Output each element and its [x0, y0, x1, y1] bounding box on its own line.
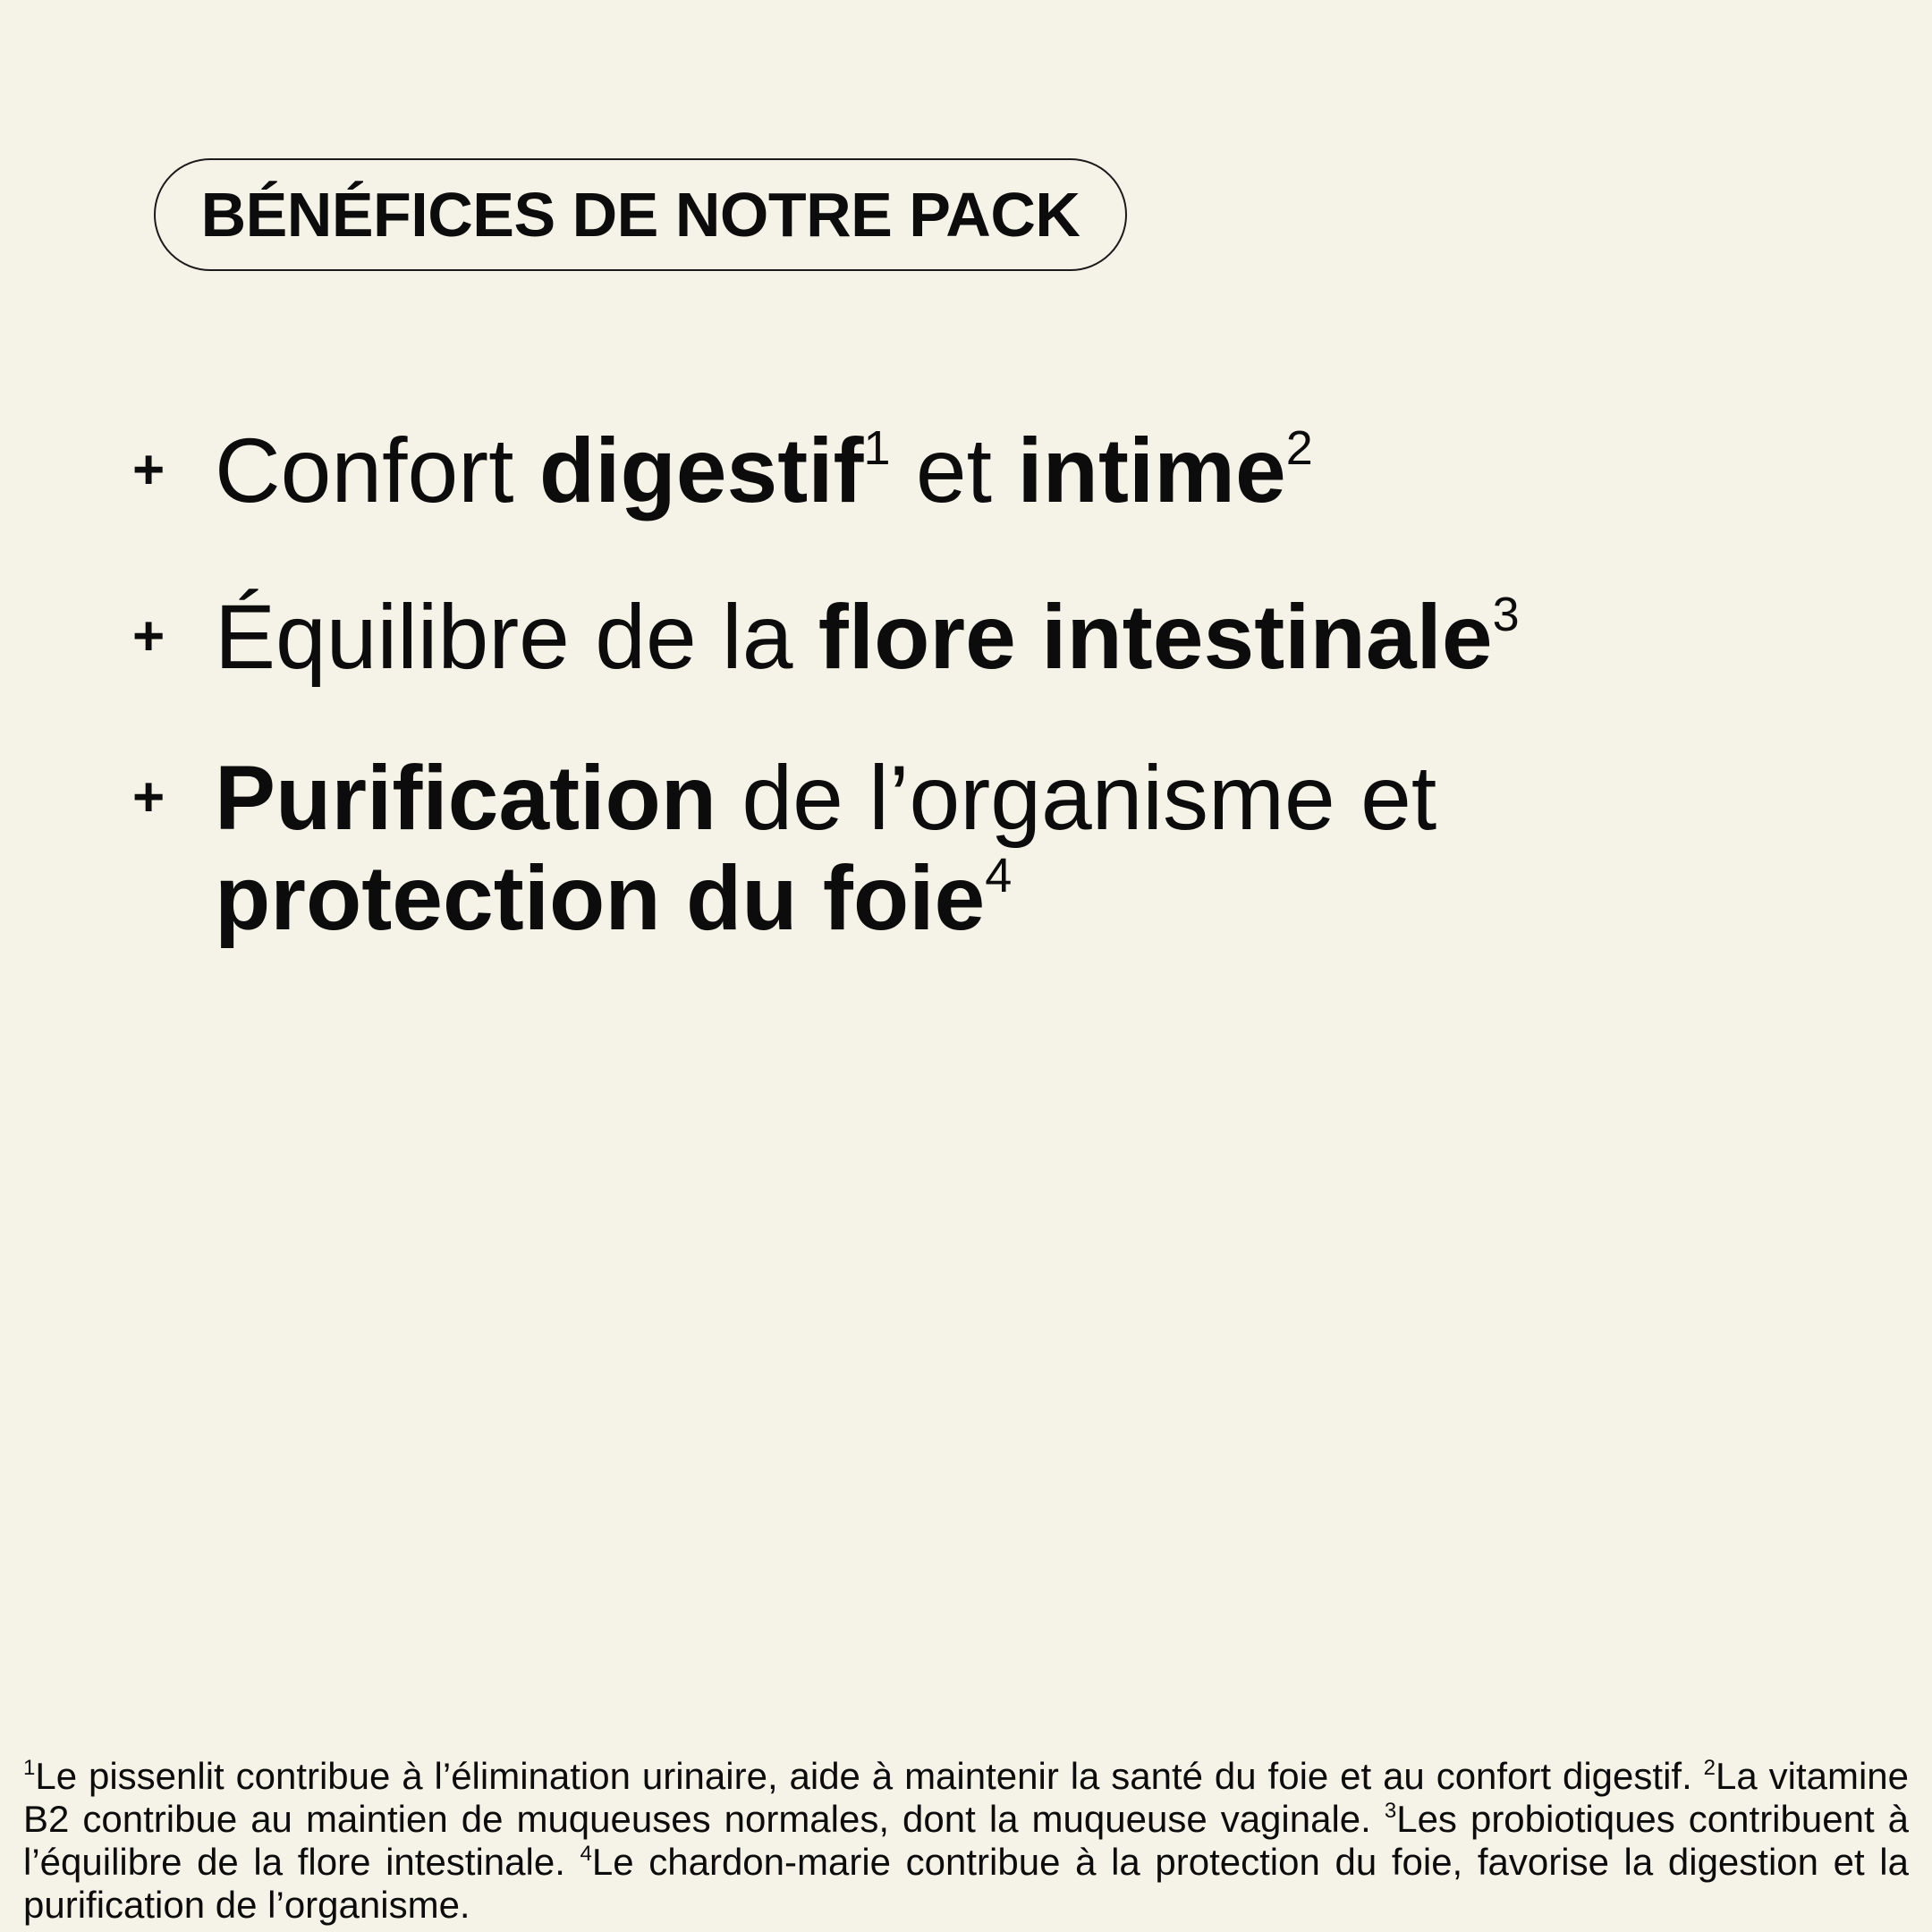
footnotes: [23, 1755, 1909, 1927]
footnote-ref: 1: [863, 421, 891, 475]
footnote-ref: 3: [1492, 588, 1520, 641]
footnote-text: Le chardon-marie contribue à la protection du foie, favorise la digestion et la purification de l’organisme.: [23, 1841, 1910, 1926]
footnote-ref: 4: [985, 849, 1013, 902]
benefit-item-purification: [132, 748, 1832, 948]
benefit-highlight: intime: [1017, 419, 1286, 521]
benefit-text: de l’organisme et: [716, 747, 1437, 849]
badge-title: BÉNÉFICES DE NOTRE PACK: [200, 180, 1080, 250]
benefit-item-intestinal-flora: [132, 587, 1832, 687]
benefits-badge: [154, 158, 1127, 271]
benefit-highlight: flore intestinale: [818, 586, 1493, 688]
footnote-text: Les probiotiques contribuent à l’équilibre de la flore intestinale.: [23, 1798, 1910, 1883]
footnote-text: La vitamine B2 contribue au maintien de muqueuses normales, dont la muqueuse vaginale.: [23, 1755, 1910, 1840]
plus-icon: +: [132, 606, 165, 667]
benefits-list: [132, 420, 1832, 948]
footnote-number: 1: [23, 1756, 36, 1780]
benefit-highlight: digestif: [538, 419, 864, 521]
plus-icon: +: [132, 439, 165, 501]
benefit-text: Équilibre de la: [215, 586, 818, 688]
footnote-number: 3: [1384, 1799, 1397, 1823]
footnote-number: 4: [580, 1842, 592, 1866]
benefit-text: et: [890, 419, 1018, 521]
footnote-text: Le pissenlit contribue à l’élimination urinaire, aide à maintenir la santé du foie et au confort digestif.: [35, 1755, 1704, 1797]
benefit-highlight: Purification: [215, 747, 717, 849]
footnote-number: 2: [1703, 1756, 1716, 1780]
footnote-ref: 2: [1285, 421, 1313, 475]
plus-icon: +: [132, 767, 165, 828]
benefit-highlight: protection du foie: [215, 847, 986, 949]
benefit-item-digestive-comfort: [132, 420, 1832, 521]
benefit-text: Confort: [215, 419, 539, 521]
